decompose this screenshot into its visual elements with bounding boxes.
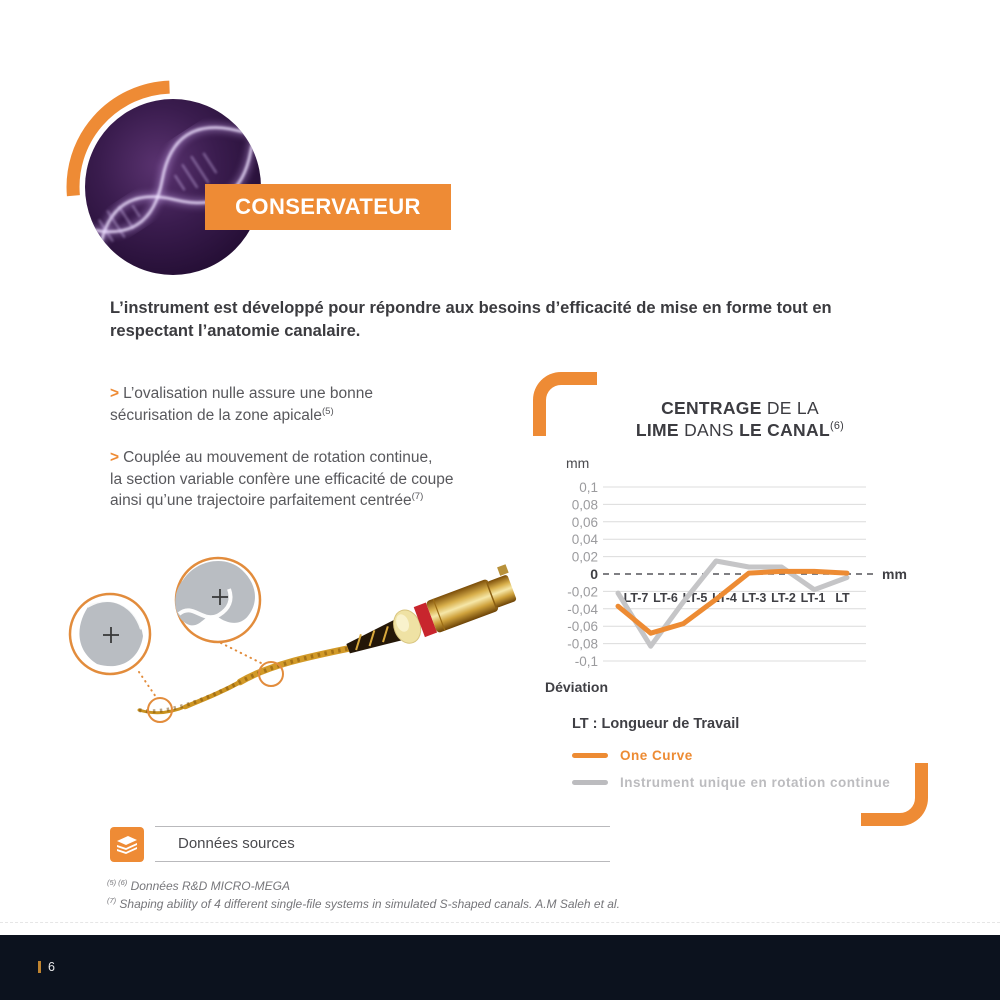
instrument-illustration <box>55 540 525 790</box>
intro-paragraph <box>110 297 930 343</box>
y-tick-label: 0,04 <box>571 532 598 548</box>
intro-line: L’instrument est développé pour répondre aux besoins d’efficacité de mise en forme tout en <box>110 299 832 317</box>
divider <box>155 861 610 862</box>
corner-bracket-top-left <box>533 372 597 436</box>
legend-item-instrument-unique: Instrument unique en rotation continue <box>572 775 890 790</box>
zero-unit-label: mm <box>882 566 907 582</box>
y-tick-label: 0,02 <box>571 549 598 565</box>
y-tick-label: -0,06 <box>567 619 598 635</box>
chart-xlabel: Déviation <box>545 679 609 695</box>
x-category-label: LT-6 <box>653 591 678 605</box>
x-category-label: LT-2 <box>771 591 796 605</box>
instrument-handle <box>340 564 520 664</box>
deviation-line-chart <box>540 450 935 685</box>
intro-line: respectant l’anatomie canalaire. <box>110 321 361 340</box>
shank-pin <box>497 564 509 576</box>
y-tick-label: 0,06 <box>571 514 598 530</box>
bullet-text: la section variable confère une efficacité de coupe <box>110 470 454 488</box>
bullet-text: ainsi qu’une trajectoire parfaitement centrée <box>110 492 412 510</box>
x-category-label: LT-7 <box>623 591 649 605</box>
y-tick-label: 0 <box>590 566 598 582</box>
page-number-marker <box>38 961 41 973</box>
y-tick-label: -0,04 <box>567 601 598 617</box>
cross-section-magnifier-s-shape <box>175 558 260 642</box>
footnote-line: $^{(5) (6)}$ Données R&D MICRO-MEGA <box>107 878 290 893</box>
footnote-ref: (7) <box>411 491 424 503</box>
legend-swatch-gray <box>572 780 608 785</box>
x-category-label: LT-5 <box>682 591 708 605</box>
bullet-text: sécurisation de la zone apicale <box>110 406 322 424</box>
legend-swatch-orange <box>572 753 608 758</box>
chart-title: CENTRAGE DE LA LIME DANS LE CANAL$^{(6)}$ <box>635 398 845 440</box>
bullet-item-ovalisation <box>110 383 530 426</box>
stacked-books-icon <box>114 832 140 858</box>
footnotes <box>107 877 620 913</box>
y-tick-label: 0,1 <box>579 480 598 495</box>
divider <box>155 826 610 827</box>
bullet-text: L’ovalisation nulle assure une bonne <box>123 385 373 402</box>
cut-line <box>0 922 1000 923</box>
x-category-label: LT-4 <box>712 591 737 605</box>
y-tick-label: -0,02 <box>567 584 598 600</box>
bullet-marker: > <box>110 449 120 466</box>
footnote-line: $^{(7)}$ Shaping ability of 4 different single-file systems in simulated S-shaped canals. A.M Saleh et al. <box>107 896 620 911</box>
section-banner-label: CONSERVATEUR <box>235 194 421 219</box>
data-sources-label: Données sources <box>178 835 295 852</box>
y-tick-label: -0,1 <box>574 654 598 669</box>
x-category-label: LT-1 <box>800 591 826 605</box>
legend-item-one-curve: One Curve <box>572 748 890 763</box>
chart-legend <box>572 716 890 802</box>
corner-bracket-bottom-right <box>861 763 928 826</box>
cross-section-magnifier-triangle <box>70 594 150 674</box>
footnote-ref: (6) <box>829 420 845 433</box>
y-axis-unit-label: mm <box>566 455 590 471</box>
section-banner <box>205 184 451 230</box>
bullet-marker: > <box>110 385 120 402</box>
y-tick-label: 0,08 <box>571 497 598 513</box>
bullet-item-rotation <box>110 447 570 512</box>
bullet-text: Couplée au mouvement de rotation continue, <box>123 449 433 466</box>
page-number: 6 <box>38 960 55 974</box>
x-category-label: LT <box>835 591 850 605</box>
y-tick-label: -0,08 <box>567 636 598 652</box>
footer-bar <box>0 935 1000 1000</box>
data-sources-icon <box>110 827 144 862</box>
legend-lt-definition: LT : Longueur de Travail <box>572 716 740 732</box>
x-category-label: LT-3 <box>741 591 767 605</box>
footnote-ref: (5) <box>321 405 334 417</box>
